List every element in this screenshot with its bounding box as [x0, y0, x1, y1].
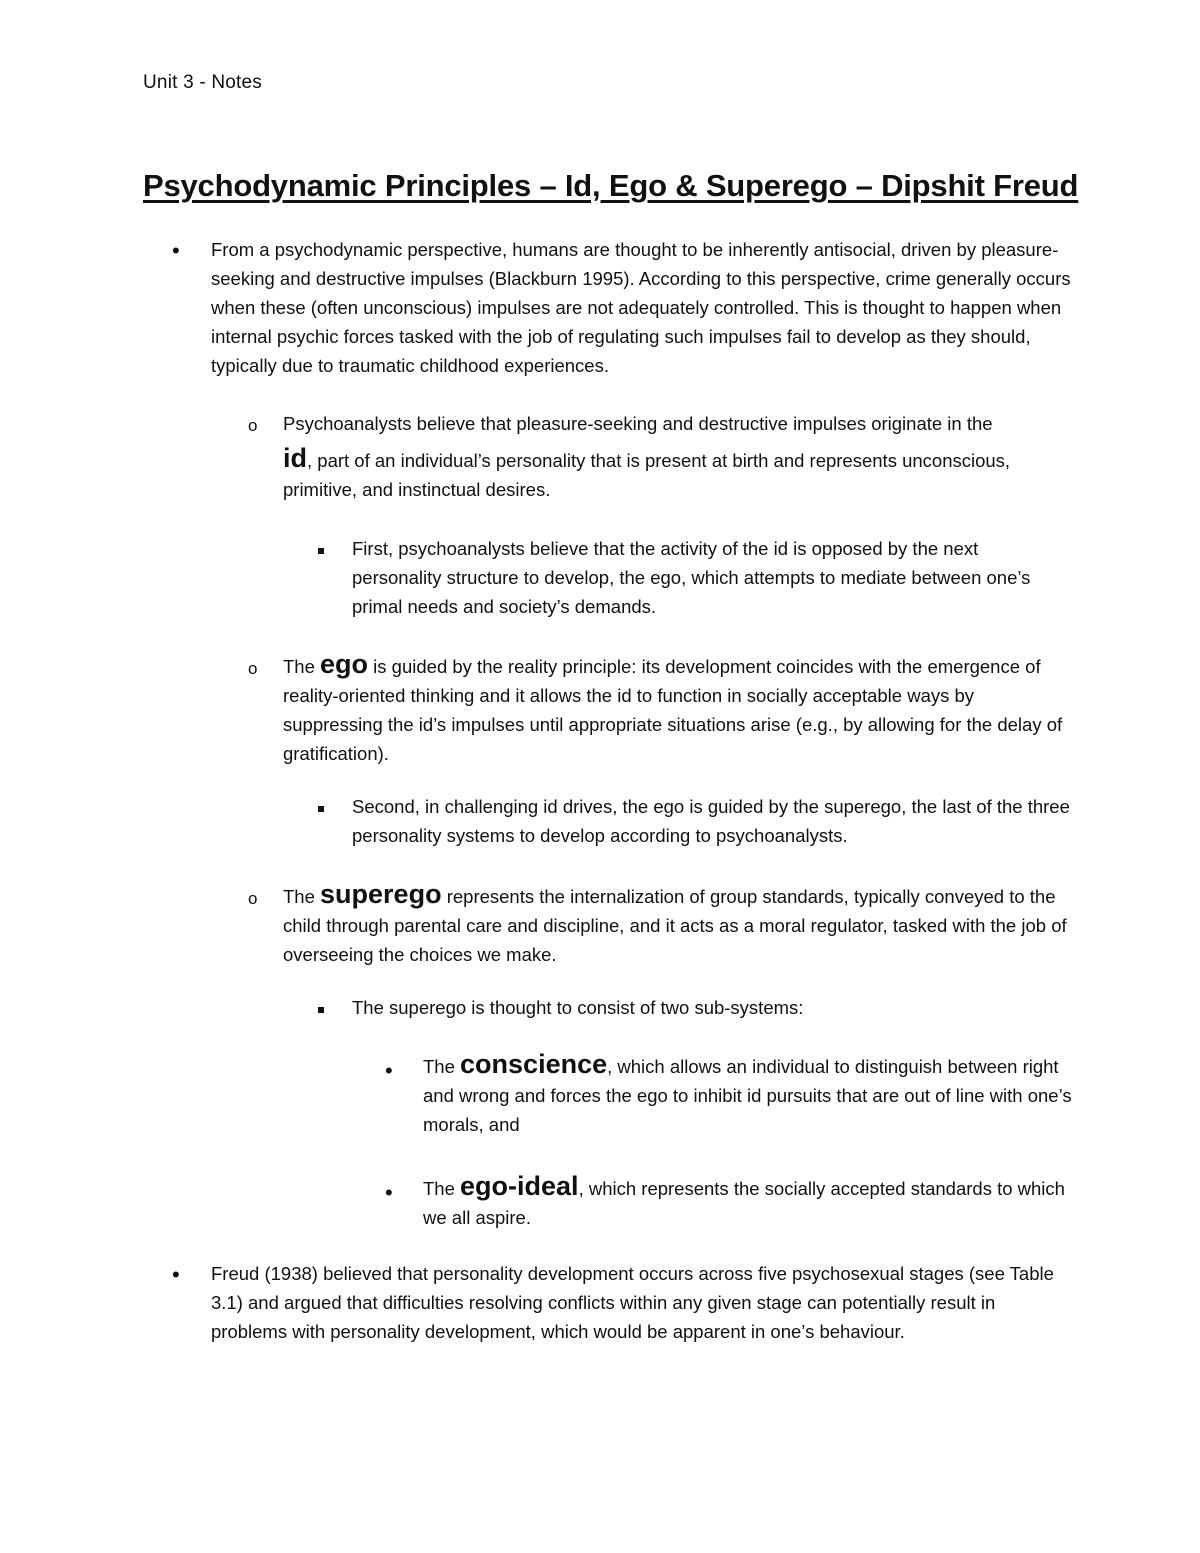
term-conscience: conscience — [460, 1049, 608, 1079]
list-item-ego: The ego is guided by the reality principle: its development coincides with the emergence of reality-oriented thinking and it allows the id to function in socially acceptable ways by suppressing the id’s impulses until appropriate situations arise (e.g., by allowing for the delay of gratification). — [283, 649, 1063, 764]
list-item-conscience: The conscience, which allows an individual to distinguish between right and wrong and forces the ego to inhibit id pursuits that are out of line with one’s morals, and — [423, 1049, 1072, 1135]
superego-definition-text: represents the internalization of group standards, typically conveyed to the child through parental care and discipline, and it acts as a moral regulator, tasked with the job of overseeing the choices we make. — [283, 886, 1067, 965]
circle-marker: o — [248, 659, 258, 678]
running-head: Unit 3 - Notes — [143, 72, 262, 93]
ego-ideal-definition-text: , which represents the socially accepted standards to which we all aspire. — [423, 1178, 1065, 1228]
bullet-paragraph-perspective: From a psychodynamic perspective, humans are thought to be inherently antisocial, driven by pleasure-seeking and destructive impulses (Blackburn 1995). According to this perspective, crime generally occurs when these (often unconscious) impulses are not adequately controlled. This is thought to happen when internal psychic forces tasked with the job of regulating such impulses fail to develop as they should, typically due to traumatic childhood experiences. — [211, 239, 1071, 376]
square-marker — [318, 792, 324, 821]
square-marker — [318, 534, 324, 563]
bullet-marker: • — [385, 1180, 393, 1205]
term-superego: superego — [320, 879, 442, 909]
list-item-ego-ideal: The ego-ideal, which represents the socially accepted standards to which we all aspire. — [423, 1171, 1065, 1228]
list-item-id-detail: First, psychoanalysts believe that the activity of the id is opposed by the next personality structure to develop, the ego, which attempts to mediate between one’s primal needs and society’s demands. — [352, 538, 1031, 617]
list-item-id — [283, 409, 1073, 504]
list-item-ego-detail: Second, in challenging id drives, the ego is guided by the superego, the last of the three personality systems to develop according to psychoanalysts. — [352, 796, 1070, 846]
id-definition-text: , part of an individual’s personality that is present at birth and represents unconscious, primitive, and instinctual desires. — [283, 450, 1011, 500]
page-title: Psychodynamic Principles – Id, Ego & Superego – Dipshit Freud — [143, 168, 1079, 203]
term-ego: ego — [320, 649, 369, 679]
list-item-superego-detail: The superego is thought to consist of two sub-systems: — [352, 997, 804, 1018]
bullet-marker: • — [172, 238, 180, 263]
ego-definition-text: is guided by the reality principle: its development coincides with the emergence of reality-oriented thinking and it allows the id to function in socially acceptable ways by suppressing the id’s impulses until appropriate situations arise (e.g., by allowing for the delay of gratification). — [283, 656, 1063, 764]
bullet-paragraph-freud: Freud (1938) believed that personality development occurs across five psychosexual stages (see Table 3.1) and argued that difficulties resolving conflicts within any given stage can potentially result in problems with personality development, which would be apparent in one’s behaviour. — [211, 1263, 1054, 1342]
square-marker — [318, 993, 324, 1022]
list-item-superego: The superego represents the internalization of group standards, typically conveyed to the child through parental care and discipline, and it acts as a moral regulator, tasked with the job of overseeing the choices we make. — [283, 879, 1067, 965]
circle-marker: o — [248, 889, 258, 908]
circle-marker: o — [248, 416, 258, 435]
bullet-marker: • — [172, 1262, 180, 1287]
term-ego-ideal: ego-ideal — [460, 1171, 579, 1201]
id-intro-text: Psychoanalysts believe that pleasure-seeking and destructive impulses originate in the — [283, 413, 993, 434]
bullet-marker: • — [385, 1058, 393, 1083]
conscience-definition-text: , which allows an individual to distinguish between right and wrong and forces the ego to inhibit id pursuits that are out of line with one’s morals, and — [423, 1056, 1072, 1135]
term-id: id — [283, 443, 307, 473]
